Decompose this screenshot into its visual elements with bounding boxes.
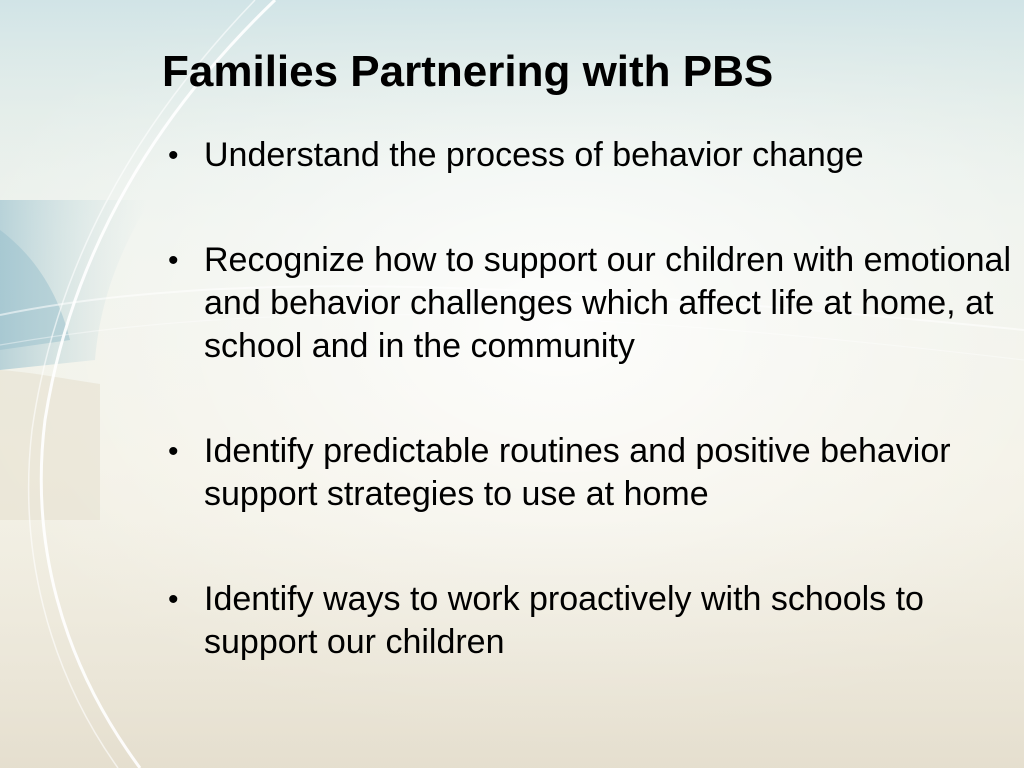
bullet-item: [164, 578, 1014, 664]
bullet-item: [164, 239, 1014, 368]
bullet-icon: •: [168, 583, 179, 616]
bullet-list: [164, 134, 1014, 664]
bullet-text: Recognize how to support our children with emotional and behavior challenges which affect life at home, at school and in the community: [204, 241, 1012, 365]
bullet-item: [164, 430, 1014, 516]
bullet-item: [164, 134, 1014, 177]
bullet-icon: •: [168, 244, 179, 277]
slide-title: Families Partnering with PBS: [162, 47, 774, 96]
bullet-text: Understand the process of behavior change: [204, 136, 864, 174]
bullet-text: Identify predictable routines and positive behavior support strategies to use at home: [204, 432, 951, 513]
bullet-text: Identify ways to work proactively with schools to support our children: [204, 580, 924, 661]
bullet-icon: •: [168, 435, 179, 468]
bullet-icon: •: [168, 139, 179, 172]
